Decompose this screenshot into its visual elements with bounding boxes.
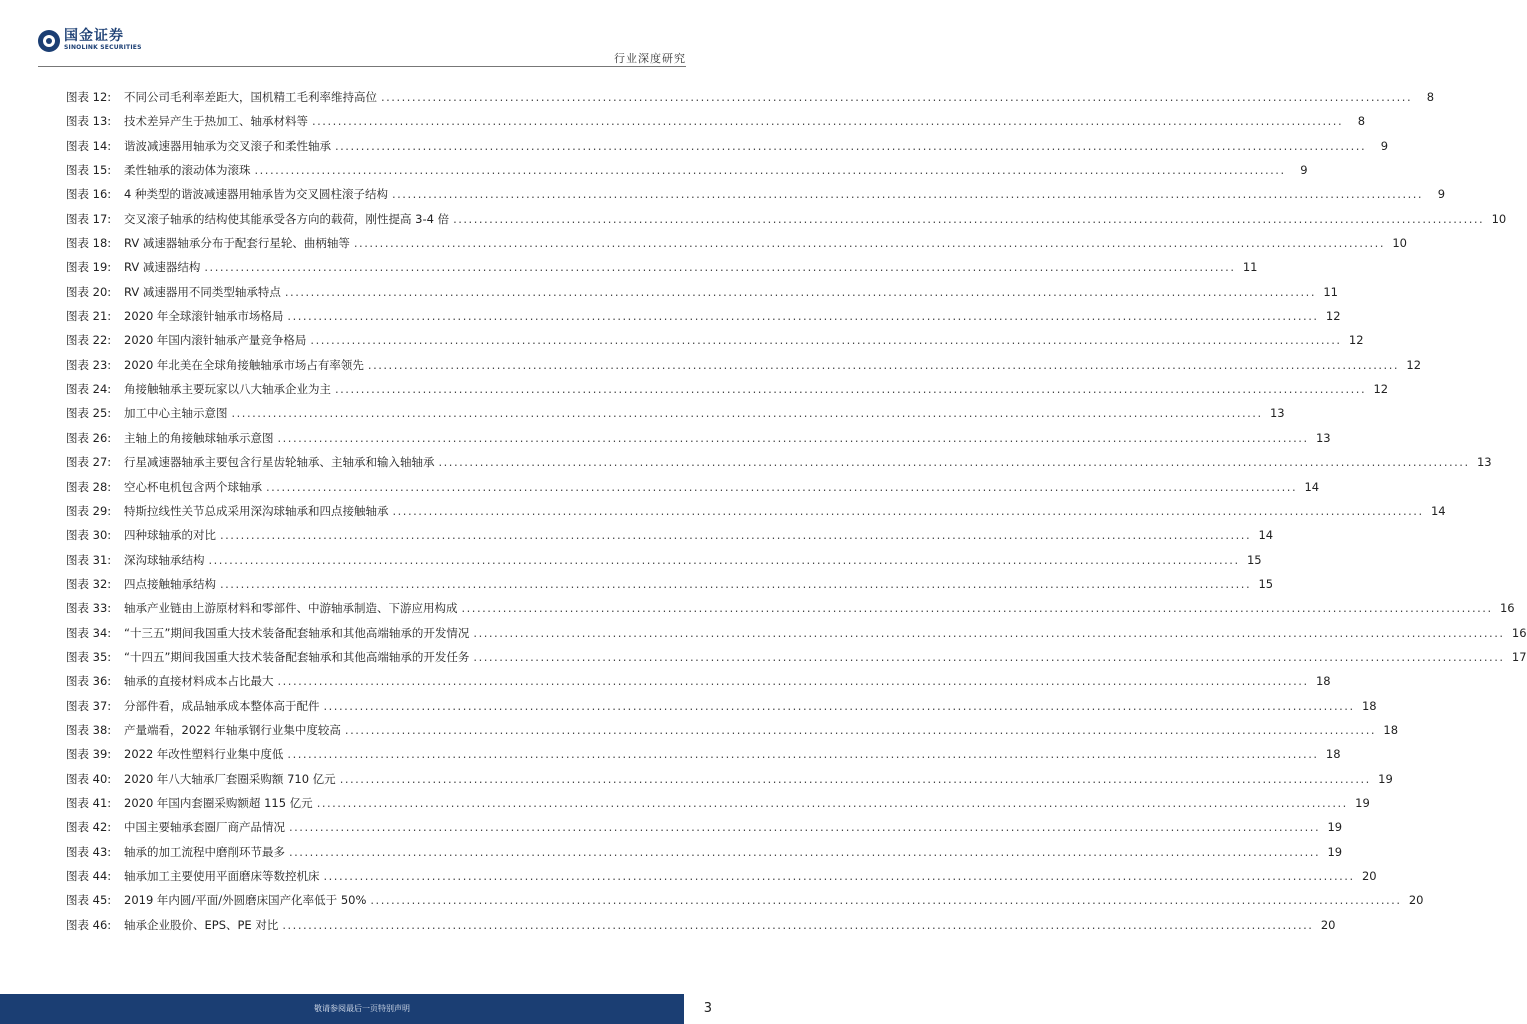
toc-entry-label: 图表 14: (66, 138, 112, 153)
toc-entry[interactable] (66, 625, 1527, 649)
toc-entry-label: 图表 24: (66, 382, 112, 397)
toc-entry-label: 图表 19: (66, 260, 112, 275)
toc-entry-page: 10 (1491, 211, 1507, 226)
toc-entry[interactable] (66, 746, 1341, 770)
toc-entry-label: 图表 40: (66, 771, 112, 786)
toc-entry[interactable] (66, 892, 1424, 916)
toc-entry-page: 14 (1430, 503, 1446, 518)
toc-entry-title: 技术差异产生于热加工、轴承材料等 (124, 114, 308, 129)
company-logo (38, 29, 142, 52)
toc-entry-title: 轴承企业股价、EPS、PE 对比 (124, 917, 279, 932)
toc-entry[interactable] (66, 600, 1515, 624)
toc-entry[interactable] (66, 186, 1446, 210)
dot-leader: ........................................................................................................................................................................................................ (310, 333, 1342, 348)
dot-leader: ........................................................................................................................................................................................................ (367, 357, 1400, 372)
toc-entry-title: 加工中心主轴示意图 (124, 406, 228, 421)
dot-leader: ........................................................................................................................................................................................................ (282, 917, 1314, 932)
dot-leader: ........................................................................................................................................................................................................ (277, 674, 1309, 689)
dot-leader: ........................................................................................................................................................................................................ (323, 698, 1355, 713)
toc-entry-label: 图表 28: (66, 479, 112, 494)
toc-entry[interactable] (66, 698, 1377, 722)
toc-entry-label: 图表 16: (66, 187, 112, 202)
dot-leader: ........................................................................................................................................................................................................ (220, 528, 1252, 543)
logo-name-en: SINOLINK SECURITIES (64, 44, 142, 51)
dot-leader: ........................................................................................................................................................................................................ (231, 406, 1263, 421)
toc-entry-page: 9 (1300, 163, 1308, 178)
toc-entry-title: 特斯拉线性关节总成采用深沟球轴承和四点接触轴承 (124, 503, 389, 518)
page-header (0, 0, 724, 70)
toc-entry-page: 12 (1406, 357, 1422, 372)
toc-entry-title: 四点接触轴承结构 (124, 576, 216, 591)
toc-entry-page: 13 (1269, 406, 1285, 421)
toc-entry-page: 19 (1327, 844, 1343, 859)
toc-entry[interactable] (66, 405, 1285, 429)
dot-leader: ........................................................................................................................................................................................................ (284, 284, 1316, 299)
toc-entry[interactable] (66, 795, 1370, 819)
dot-leader: ........................................................................................................................................................................................................ (220, 576, 1252, 591)
toc-entry-title: 2019 年内圆/平面/外圆磨床国产化率低于 50% (124, 893, 367, 908)
toc-entry[interactable] (66, 211, 1507, 235)
toc-entry-page: 12 (1325, 309, 1341, 324)
toc-entry-label: 图表 33: (66, 601, 112, 616)
toc-entry-label: 图表 13: (66, 114, 112, 129)
toc-entry-title: RV 减速器结构 (124, 260, 201, 275)
toc-entry-label: 图表 36: (66, 674, 112, 689)
toc-entry-title: 轴承加工主要使用平面磨床等数控机床 (124, 869, 320, 883)
toc-entry-page: 20 (1320, 917, 1336, 932)
toc-entry-title: 2020 年国内滚针轴承产量竞争格局 (124, 333, 307, 348)
toc-entry-page: 16 (1511, 625, 1527, 640)
toc-entry-title: 交叉滚子轴承的结构使其能承受各方向的载荷，刚性提高 3-4 倍 (124, 211, 450, 226)
toc-entry-page: 18 (1383, 722, 1399, 737)
toc-entry-page: 13 (1315, 430, 1331, 445)
toc-entry[interactable] (66, 357, 1422, 381)
toc-entry-page: 15 (1246, 552, 1262, 567)
toc-entry-page: 18 (1325, 747, 1341, 762)
toc-entry-label: 图表 38: (66, 722, 112, 737)
toc-entry-label: 图表 45: (66, 893, 112, 908)
dot-leader: ........................................................................................................................................................................................................ (204, 260, 1236, 275)
toc-entry-title: 行星减速器轴承主要包含行星齿轮轴承、主轴承和输入轴轴承 (124, 455, 435, 470)
toc-entry-page: 14 (1304, 479, 1320, 494)
toc-entry[interactable] (66, 113, 1366, 137)
toc-entry-page: 19 (1355, 795, 1370, 810)
toc-entry-label: 图表 41: (66, 795, 112, 810)
dot-leader: ........................................................................................................................................................................................................ (287, 747, 1319, 762)
toc-entry-page: 9 (1380, 138, 1389, 153)
page-number-box (684, 994, 724, 1024)
toc-entry-title: 不同公司毛利率差距大，国机精工毛利率维持高位 (124, 90, 377, 104)
toc-entry-label: 图表 23: (66, 357, 112, 372)
toc-entry[interactable] (66, 722, 1399, 746)
toc-entry-page: 10 (1392, 236, 1407, 251)
dot-leader: ........................................................................................................................................................................................................ (473, 649, 1505, 664)
dot-leader: ........................................................................................................................................................................................................ (323, 869, 1355, 883)
logo-name-cn: 国金证券 (64, 28, 124, 44)
toc-entry-title: 谐波减速器用轴承为交叉滚子和柔性轴承 (124, 138, 331, 153)
logo-icon (38, 30, 60, 52)
disclaimer-note: 敬请参阅最后一页特别声明 (314, 1004, 410, 1013)
toc-entry-title: “十四五”期间我国重大技术装备配套轴承和其他高端轴承的开发任务 (124, 649, 470, 664)
toc-entry-label: 图表 43: (66, 844, 112, 859)
toc-entry[interactable] (66, 479, 1320, 503)
page-footer (0, 994, 724, 1024)
toc-entry-title: RV 减速器轴承分布于配套行星轮、曲柄轴等 (124, 236, 350, 251)
dot-leader: ........................................................................................................................................................................................................ (335, 382, 1367, 397)
dot-leader: ........................................................................................................................................................................................................ (208, 552, 1240, 567)
dot-leader: ........................................................................................................................................................................................................ (339, 771, 1371, 786)
toc-entry-title: 四种球轴承的对比 (124, 528, 216, 543)
toc-entry-page: 9 (1437, 187, 1446, 202)
toc-entry-label: 图表 39: (66, 747, 112, 762)
toc-entry[interactable] (66, 308, 1341, 332)
toc-entry-title: 中国主要轴承套圈厂商产品情况 (124, 820, 285, 835)
dot-leader: ........................................................................................................................................................................................................ (381, 90, 1413, 104)
toc-entry-title: 2022 年改性塑料行业集中度低 (124, 747, 284, 762)
toc-entry-page: 8 (1426, 90, 1435, 104)
dot-leader: ........................................................................................................................................................................................................ (316, 795, 1348, 810)
toc-entry[interactable] (66, 284, 1338, 308)
toc-entry-page: 12 (1348, 333, 1364, 348)
dot-leader: ........................................................................................................................................................................................................ (335, 138, 1367, 153)
toc-entry[interactable] (66, 673, 1331, 697)
toc-entry-page: 14 (1258, 528, 1274, 543)
toc-entry-title: 2020 年全球滚针轴承市场格局 (124, 309, 284, 324)
toc-entry-title: “十三五”期间我国重大技术装备配套轴承和其他高端轴承的开发情况 (124, 625, 470, 640)
toc-entry[interactable] (66, 430, 1331, 454)
toc-entry[interactable] (66, 89, 1435, 113)
toc-entry[interactable] (66, 917, 1336, 941)
toc-entry-page: 18 (1361, 698, 1377, 713)
dot-leader: ........................................................................................................................................................................................................ (254, 163, 1286, 178)
toc-entry-label: 图表 30: (66, 528, 112, 543)
toc-entry-label: 图表 20: (66, 284, 112, 299)
toc-entry[interactable] (66, 844, 1343, 868)
toc-entry[interactable] (66, 552, 1262, 576)
toc-entry-title: 深沟球轴承结构 (124, 552, 205, 567)
toc-entry[interactable] (66, 381, 1389, 405)
toc-entry[interactable] (66, 771, 1393, 795)
toc-entry-title: 2020 年国内套圈采购额超 115 亿元 (124, 795, 313, 810)
toc-entry-page: 20 (1361, 869, 1377, 883)
report-type-label: 行业深度研究 (614, 52, 686, 65)
dot-leader: ........................................................................................................................................................................................................ (277, 430, 1309, 445)
dot-leader: ........................................................................................................................................................................................................ (461, 601, 1493, 616)
toc-entry-page: 19 (1327, 820, 1343, 835)
dot-leader: ........................................................................................................................................................................................................ (453, 211, 1485, 226)
toc-entry-label: 图表 46: (66, 917, 112, 932)
toc-entry-page: 11 (1242, 260, 1258, 275)
toc-entry[interactable] (66, 138, 1389, 162)
dot-leader: ........................................................................................................................................................................................................ (353, 236, 1385, 251)
dot-leader: ........................................................................................................................................................................................................ (473, 625, 1505, 640)
dot-leader: ........................................................................................................................................................................................................ (289, 820, 1321, 835)
toc-entry-title: 2020 年八大轴承厂套圈采购额 710 亿元 (124, 771, 336, 786)
toc-entry-title: 角接触轴承主要玩家以八大轴承企业为主 (124, 382, 331, 397)
toc-entry-label: 图表 12: (66, 90, 112, 104)
toc-entry-label: 图表 25: (66, 406, 112, 421)
dot-leader: ........................................................................................................................................................................................................ (289, 844, 1321, 859)
dot-leader: ........................................................................................................................................................................................................ (438, 455, 1470, 470)
dot-leader: ........................................................................................................................................................................................................ (370, 893, 1402, 908)
toc-entry-label: 图表 29: (66, 503, 112, 518)
toc-entry-title: 2020 年北美在全球角接触轴承市场占有率领先 (124, 357, 364, 372)
toc-entry-label: 图表 37: (66, 698, 112, 713)
toc-entry-label: 图表 31: (66, 552, 112, 567)
toc-entry[interactable] (66, 649, 1527, 673)
toc-entry-title: 4 种类型的谐波减速器用轴承皆为交叉圆柱滚子结构 (124, 187, 388, 202)
toc-entry-page: 20 (1408, 893, 1424, 908)
dot-leader: ........................................................................................................................................................................................................ (266, 479, 1298, 494)
toc-entry-page: 12 (1373, 382, 1389, 397)
toc-entry[interactable] (66, 332, 1364, 356)
toc-entry-label: 图表 15: (66, 163, 112, 178)
toc-entry-title: RV 减速器用不同类型轴承特点 (124, 284, 281, 299)
toc-entry[interactable] (66, 576, 1274, 600)
page-number: 3 (703, 1001, 712, 1016)
toc-entry-label: 图表 34: (66, 625, 112, 640)
toc-entry[interactable] (66, 454, 1492, 478)
dot-leader: ........................................................................................................................................................................................................ (312, 114, 1344, 129)
toc-entry-title: 分部件看，成品轴承成本整体高于配件 (124, 698, 320, 713)
dot-leader: ........................................................................................................................................................................................................ (344, 722, 1377, 737)
toc-entry-label: 图表 42: (66, 820, 112, 835)
toc-entry-title: 空心杯电机包含两个球轴承 (124, 479, 262, 494)
toc-entry-title: 轴承产业链由上游原材料和零部件、中游轴承制造、下游应用构成 (124, 601, 458, 616)
toc-entry-label: 图表 32: (66, 576, 112, 591)
toc-entry[interactable] (66, 503, 1446, 527)
toc-entry-page: 13 (1476, 455, 1492, 470)
toc-entry-label: 图表 22: (66, 333, 112, 348)
toc-entry-title: 轴承的加工流程中磨削环节最多 (124, 844, 285, 859)
toc-entry-label: 图表 44: (66, 869, 112, 883)
dot-leader: ........................................................................................................................................................................................................ (392, 503, 1424, 518)
toc-entry[interactable] (66, 527, 1274, 551)
toc-entry-page: 16 (1499, 601, 1515, 616)
toc-entry-page: 11 (1323, 284, 1338, 299)
dot-leader: ........................................................................................................................................................................................................ (287, 309, 1319, 324)
header-divider (38, 66, 686, 67)
toc-entry[interactable] (66, 162, 1308, 186)
toc-entry[interactable] (66, 259, 1258, 283)
toc-entry-label: 图表 21: (66, 309, 112, 324)
toc-entry-label: 图表 27: (66, 455, 112, 470)
toc-entry-label: 图表 18: (66, 236, 112, 251)
toc-entry-page: 17 (1511, 649, 1527, 664)
toc-entry[interactable] (66, 819, 1343, 843)
toc-entry[interactable] (66, 868, 1377, 892)
toc-entry-page: 19 (1378, 771, 1393, 786)
toc-entry-label: 图表 26: (66, 430, 112, 445)
toc-entry-title: 柔性轴承的滚动体为滚珠 (124, 163, 251, 178)
toc-entry-title: 主轴上的角接触球轴承示意图 (124, 430, 274, 445)
logo-text (64, 29, 142, 52)
toc-entry-label: 图表 17: (66, 211, 112, 226)
toc-entry-page: 18 (1315, 674, 1331, 689)
toc-entry-page: 8 (1357, 114, 1366, 129)
toc-entry-title: 产量端看，2022 年轴承钢行业集中度较高 (124, 722, 341, 737)
toc-entry-title: 轴承的直接材料成本占比最大 (124, 674, 274, 689)
toc-entry[interactable] (66, 235, 1407, 259)
figure-list (66, 89, 1527, 941)
dot-leader: ........................................................................................................................................................................................................ (391, 187, 1424, 202)
toc-entry-label: 图表 35: (66, 649, 112, 664)
toc-entry-page: 15 (1258, 576, 1274, 591)
